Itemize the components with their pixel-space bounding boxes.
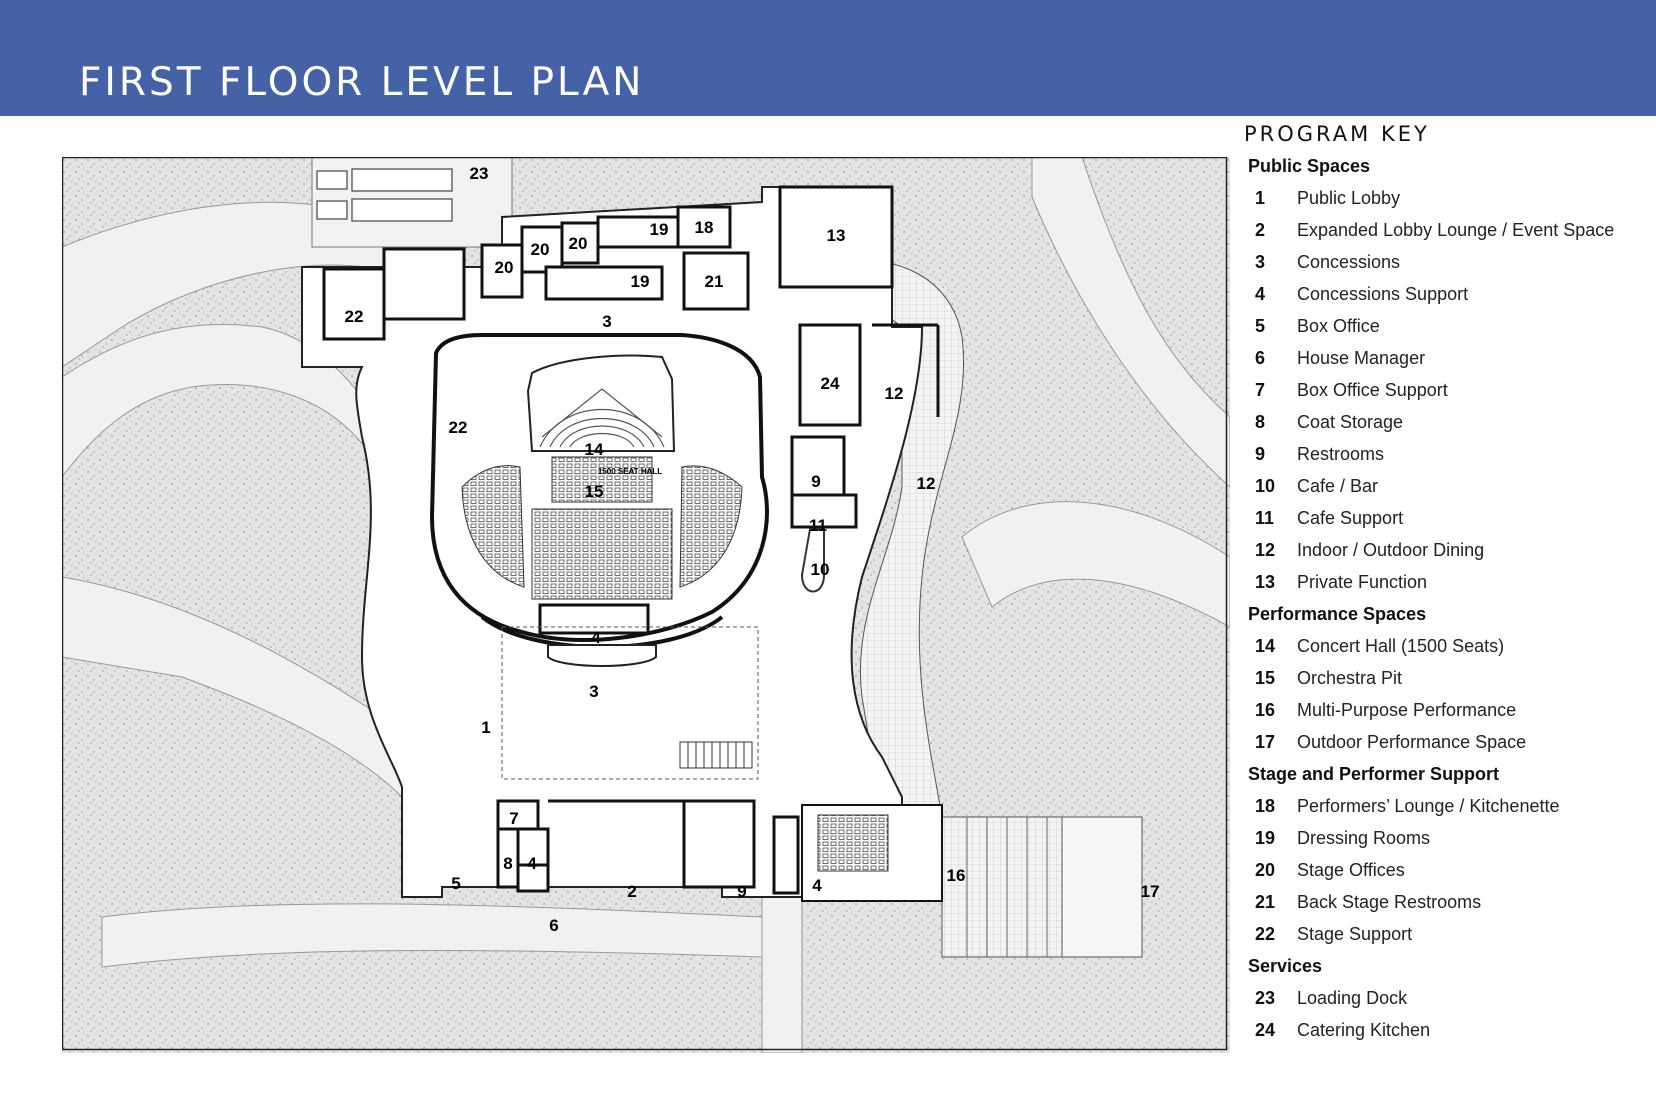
label-concessions-south: 3 [589, 682, 599, 701]
room-restrooms-east [792, 437, 844, 501]
room-corridor-west [384, 249, 464, 319]
label-restrooms-east: 9 [811, 472, 821, 491]
key-item [1244, 662, 1654, 694]
program-key-title: PROGRAM KEY [1244, 122, 1430, 146]
key-item [1244, 374, 1654, 406]
key-label: Coat Storage [1297, 412, 1404, 432]
key-label: Concessions Support [1297, 284, 1469, 304]
key-num: 19 [1255, 828, 1276, 848]
key-item [1244, 406, 1654, 438]
key-label: Stage Offices [1297, 860, 1405, 880]
label-performers-lounge: 18 [694, 218, 714, 237]
key-label: House Manager [1297, 348, 1426, 368]
label-dressing-rooms-north: 19 [649, 220, 669, 239]
key-label: Expanded Lobby Lounge / Event Space [1297, 220, 1615, 240]
key-item [1244, 982, 1654, 1014]
key-label: Cafe Support [1297, 508, 1404, 528]
multi-purpose-seating [818, 815, 888, 871]
label-multi-purpose: 16 [946, 866, 966, 885]
label-cafe-support: 11 [809, 516, 827, 535]
key-num: 10 [1255, 476, 1276, 496]
label-stage-support-west: 22 [344, 307, 364, 326]
label-concessions-north: 3 [602, 312, 612, 331]
concessions-counter-south [548, 645, 656, 666]
label-orchestra-pit: 15 [584, 482, 604, 501]
label-dressing-rooms-corridor: 19 [630, 272, 650, 291]
label-stage-office-c: 20 [568, 234, 588, 253]
key-label: Private Function [1297, 572, 1428, 592]
key-item [1244, 310, 1654, 342]
label-coat-storage: 8 [503, 854, 513, 873]
key-num: 9 [1255, 444, 1266, 464]
key-num: 23 [1255, 988, 1276, 1008]
key-item [1244, 246, 1654, 278]
key-item [1244, 566, 1654, 598]
key-num: 2 [1255, 220, 1266, 240]
key-label: Box Office [1297, 316, 1380, 336]
key-label: Cafe / Bar [1297, 476, 1379, 496]
label-public-lobby: 1 [481, 718, 491, 737]
walkway-south [762, 897, 802, 1053]
label-stage-office-a: 20 [494, 258, 514, 277]
key-item [1244, 630, 1654, 662]
key-num: 8 [1255, 412, 1266, 432]
label-box-office-support: 7 [509, 809, 519, 828]
key-num: 14 [1255, 636, 1276, 656]
key-label: Back Stage Restrooms [1297, 892, 1482, 912]
label-dining-inner: 12 [884, 384, 904, 403]
key-item [1244, 278, 1654, 310]
outdoor-steps [942, 817, 1062, 957]
key-num: 1 [1255, 188, 1266, 208]
key-heading-services: Services [1248, 956, 1323, 976]
key-num: 20 [1255, 860, 1276, 880]
key-label: Indoor / Outdoor Dining [1297, 540, 1485, 560]
key-label: Multi-Purpose Performance [1297, 700, 1517, 720]
outdoor-performance-area [1062, 817, 1142, 957]
key-item [1244, 886, 1654, 918]
label-dining-outer: 12 [916, 474, 936, 493]
key-item [1244, 822, 1654, 854]
key-label: Outdoor Performance Space [1297, 732, 1527, 752]
label-catering-kitchen: 24 [820, 374, 840, 393]
key-heading-public-spaces: Public Spaces [1248, 156, 1371, 176]
key-item [1244, 342, 1654, 374]
key-item [1244, 694, 1654, 726]
label-backstage-restrooms: 21 [704, 272, 724, 291]
key-heading-performance-spaces: Performance Spaces [1248, 604, 1427, 624]
room-concessions-support-stage [774, 817, 798, 893]
label-restrooms-south: 9 [737, 882, 747, 901]
label-box-office: 5 [451, 874, 461, 893]
room-restrooms-south [684, 801, 754, 887]
label-stage-office-b: 20 [530, 240, 550, 259]
floor-plan [62, 157, 1230, 1053]
program-key [1244, 122, 1654, 1046]
label-concessions-support-south: 4 [527, 854, 537, 873]
lobby-stair [680, 742, 752, 768]
key-item [1244, 726, 1654, 758]
label-cafe-bar: 10 [810, 560, 830, 579]
label-outdoor-performance: 17 [1140, 882, 1160, 901]
key-label: Concert Hall (1500 Seats) [1297, 636, 1505, 656]
key-item [1244, 182, 1654, 214]
label-concessions-support-stage: 4 [812, 876, 822, 895]
key-item [1244, 790, 1654, 822]
room-stage-support-west [324, 269, 384, 339]
page-title: FIRST FLOOR LEVEL PLAN [79, 60, 645, 105]
key-num: 22 [1255, 924, 1276, 944]
label-loading-dock: 23 [469, 164, 489, 183]
key-label: Concessions [1297, 252, 1401, 272]
label-expanded-lobby: 2 [627, 882, 637, 901]
key-item [1244, 534, 1654, 566]
key-label: Performers’ Lounge / Kitchenette [1297, 796, 1560, 816]
key-num: 13 [1255, 572, 1276, 592]
key-num: 24 [1255, 1020, 1276, 1040]
key-item [1244, 470, 1654, 502]
label-stage-support-hall: 22 [448, 418, 468, 437]
key-item [1244, 918, 1654, 950]
label-private-function: 13 [826, 226, 846, 245]
key-item [1244, 214, 1654, 246]
key-num: 17 [1255, 732, 1276, 752]
key-num: 5 [1255, 316, 1266, 336]
seating-center [532, 509, 672, 599]
key-item [1244, 1014, 1654, 1046]
key-num: 4 [1255, 284, 1266, 304]
key-num: 15 [1255, 668, 1276, 688]
key-item [1244, 854, 1654, 886]
key-num: 7 [1255, 380, 1266, 400]
key-label: Catering Kitchen [1297, 1020, 1431, 1040]
label-concessions-support-hall: 4 [591, 628, 601, 647]
hall-caption: 1500 SEAT HALL [597, 467, 663, 476]
key-label: Stage Support [1297, 924, 1413, 944]
key-num: 6 [1255, 348, 1266, 368]
key-item [1244, 438, 1654, 470]
key-label: Box Office Support [1297, 380, 1448, 400]
key-num: 12 [1255, 540, 1276, 560]
label-house-manager: 6 [549, 916, 559, 935]
label-concert-hall: 14 [584, 440, 604, 459]
key-num: 11 [1255, 508, 1275, 528]
key-label: Loading Dock [1297, 988, 1408, 1008]
key-label: Dressing Rooms [1297, 828, 1431, 848]
key-heading-stage-performer-support: Stage and Performer Support [1248, 764, 1500, 784]
key-num: 16 [1255, 700, 1276, 720]
key-label: Public Lobby [1297, 188, 1401, 208]
stage-platform [528, 356, 674, 451]
key-num: 21 [1255, 892, 1276, 912]
key-item [1244, 502, 1654, 534]
key-num: 3 [1255, 252, 1266, 272]
key-label: Orchestra Pit [1297, 668, 1403, 688]
key-num: 18 [1255, 796, 1276, 816]
key-label: Restrooms [1297, 444, 1385, 464]
